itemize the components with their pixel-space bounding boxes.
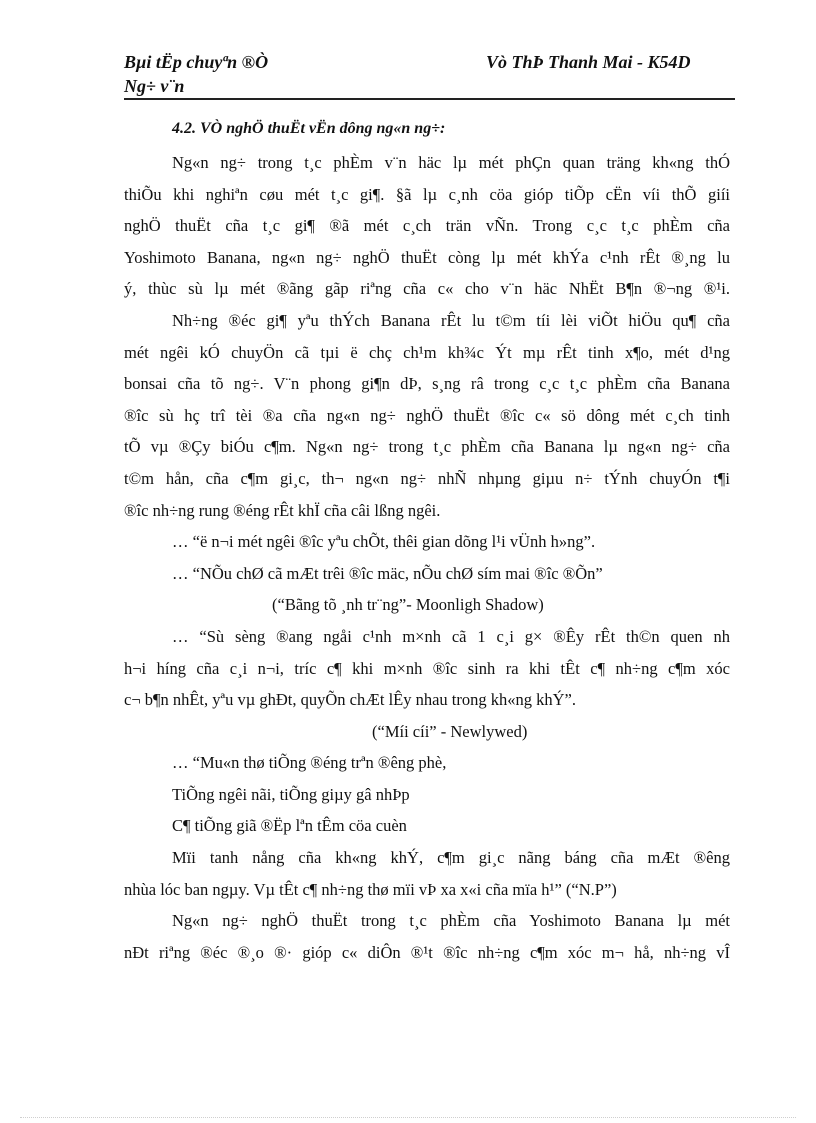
quote-line: c¬ b¶n nhÊt, yªu vµ ghÐt, quyÕn chÆt lÊy nhau trong kh«ng khÝ”. — [124, 690, 577, 710]
quote-line: Mïi tanh nång cña kh«ng khÝ, c¶m gi¸c nãng báng cña mÆt ®êng — [172, 848, 730, 868]
header-left — [124, 50, 268, 98]
quote-line: nhùa lóc ban ngµy. Vµ tÊt c¶ nh÷ng thø mïi vÞ xa x«i cña mïa h¹” (“N.P”) — [124, 879, 617, 899]
text-line: Ng«n ng÷ trong t¸c phÈm v¨n häc lµ mét phÇn quan träng kh«ng thÓ — [172, 153, 730, 172]
text-line: nghÖ thuËt cña t¸c gi¶ ®ã mét c¸ch trän vÑn. Trong c¸c t¸c phÈm cña — [124, 216, 730, 236]
header-right: Vò ThÞ Thanh Mai - K54D — [486, 52, 691, 72]
section-title: 4.2. VÒ nghÖ thuËt vËn dông ng«n ng÷: — [172, 120, 446, 137]
page-header — [124, 46, 735, 100]
quote-line: C¶ tiÕng giã ®Ëp lªn tÊm cöa cuèn — [172, 816, 407, 836]
text-line: Yoshimoto Banana, ng«n ng÷ nghÖ thuËt còng lµ mét khÝa c¹nh rÊt ®¸ng lu — [124, 247, 730, 267]
text-line: Nh÷ng ®éc gi¶ yªu thÝch Banana rÊt lu t©m tíi lèi viÕt hiÖu qu¶ cña — [172, 310, 730, 330]
text-line: Ng«n ng÷ nghÖ thuËt trong t¸c phÈm cña Yoshimoto Banana lµ mét — [172, 911, 730, 931]
text-line: thiÕu khi nghiªn cøu mét t¸c gi¶. §ã lµ c¸nh cöa gióp tiÕp cËn víi thÕ giíi — [124, 184, 730, 204]
quote-line: … “NÕu chØ cã mÆt trêi ®îc mäc, nÕu chØ sím mai ®îc ®Õn” — [172, 563, 603, 583]
text-line: ý, thùc sù lµ mét ®ãng gãp riªng cña c« cho v¨n häc NhËt B¶n ®¬ng ®¹i. — [124, 279, 730, 299]
quote-line: … “Sù sèng ®ang ngåi c¹nh m×nh cã 1 c¸i g× ®Êy rÊt th©n quen nh — [172, 626, 730, 646]
quote-line: h¬i híng cña c¸i n¬i, tríc c¶ khi m×nh ®îc sinh ra khi tÊt c¶ nh÷ng c¶m xóc — [124, 658, 730, 678]
text-line: bonsai cña tõ ng÷. V¨n phong gi¶n dÞ, s¸ng râ trong c¸c t¸c phÈm cña Banana — [124, 374, 730, 394]
page-bottom-divider — [20, 1117, 796, 1118]
text-line: nÐt riªng ®éc ®¸o ®· gióp c« diÔn ®¹t ®îc nh÷ng c¶m xóc m¬ hå, nh÷ng vÎ — [124, 942, 730, 962]
text-line: t©m hån, cña c¶m gi¸c, th¬ ng«n ng÷ nhÑ nhµng giµu n÷ tÝnh chuyÓn t¶i — [124, 468, 730, 488]
text-line: ®îc nh÷ng rung ®éng rÊt khÏ cña câi lßng ngêi. — [124, 500, 441, 520]
quote-line: … “Mu«n thø tiÕng ®éng trªn ®êng phè, — [172, 753, 447, 773]
text-line: mét ngêi kÓ chuyÖn cã tµi ë chç ch¹m kh¾c Ýt mµ rÊt tinh x¶o, mét d¹ng — [124, 342, 730, 362]
document-body — [124, 147, 730, 968]
quote-line: … “ë n¬i mét ngêi ®îc yªu chÕt, thêi gian dõng l¹i vÜnh h»ng”. — [172, 532, 596, 552]
text-line: tÕ vµ ®Çy biÓu c¶m. Ng«n ng÷ trong t¸c phÈm cña Banana lµ ng«n ng÷ cña — [124, 437, 730, 457]
text-line: ®îc sù hç trî tèi ®a cña ng«n ng÷ nghÖ thuËt ®îc c« sö dông mét c¸ch tinh — [124, 405, 730, 425]
citation: (“Bãng tõ ¸nh tr¨ng”- Moonligh Shadow) — [272, 595, 544, 615]
quote-line: TiÕng ngêi nãi, tiÕng giµy gâ nhÞp — [172, 784, 410, 804]
header-left-line2: Ng÷ v¨n — [124, 76, 185, 96]
header-left-line1: Bµi tËp chuyªn ®Ò — [124, 52, 269, 72]
citation: (“Míi cíi” - Newlywed) — [372, 721, 528, 741]
